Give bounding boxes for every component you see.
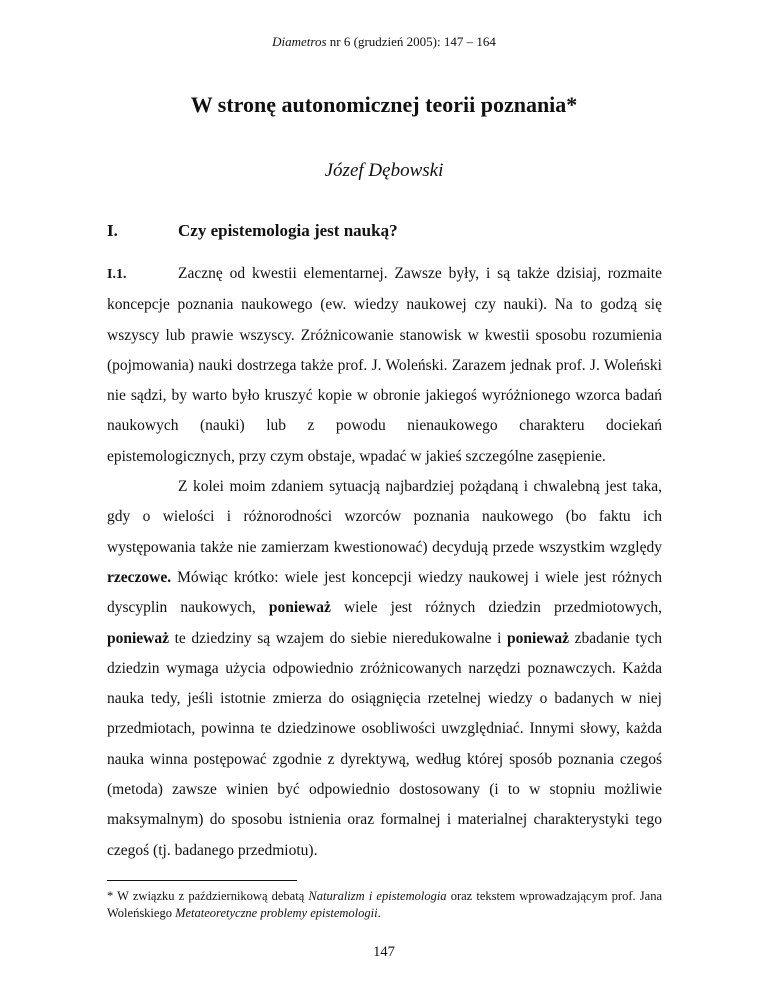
paragraph-2-text: Z kolei moim zdaniem sytuacją najbardziej pożądaną i chwalebną jest taka, gdy o wielości i różnorodności wzorców poznania naukowego (bo faktu ich występowania także nie zamierzam kwestionować) decydują przede wszystkim względy [107, 478, 662, 556]
footnote-divider [107, 880, 297, 881]
footnote-debate-title: Naturalizm i epistemologia [308, 889, 447, 903]
paragraph-2-text: zbadanie tych dziedzin wymaga użycia odpowiednio zróżnicowanych narzędzi poznawczych. Każda nauka tedy, jeśli istotnie zmierza do osiągnięcia rzetelnej wiedzy o badanych w niej przedmiotach, powinna te dziedzinowe osobliwości uwzględniać. Innymi słowy, każda nauka winna postępować zgodnie z dyrektywą, według której sposób poznania czegoś (metoda) zawsze winien być odpowiednio dostosowany (i to w stopniu możliwie maksymalnym) do sposobu istnienia oraz formalnej i materialnej charakterystyki tego czegoś (tj. badanego przedmiotu). [107, 629, 663, 859]
footnote-paper-title: Metateoretyczne problemy epistemologii [175, 906, 378, 920]
paragraph-1-text: Zacznę od kwestii elementarnej. Zawsze były, i są także dzisiaj, rozmaite koncepcje poznania naukowego (ew. wiedzy naukowej czy nauki). Na to godzą się wszyscy lub prawie wszyscy. Zróżnicowanie stanowisk w kwestii sposobu rozumienia (pojmowania) nauki dostrzega także prof. J. Woleński. Zarazem jednak prof. J. Woleński nie sądzi, by warto było kruszyć kopie w obronie jakiegoś wyróżnionego wzorca badań naukowych (nauki) lub z powodu nienaukowego charakteru dociekań epistemologicznych, przy czym obstaje, wpadać w jakieś szczególne zasępienie. [107, 265, 662, 465]
page-number: 147 [373, 944, 395, 960]
emphasis-poniewaz: ponieważ [507, 629, 570, 647]
author-name: Józef Dębowski [324, 160, 444, 181]
body-text [107, 259, 662, 866]
section-heading [107, 221, 398, 241]
paragraph-2-text: Mówiąc krótko: wiele jest koncepcji wiedzy naukowej i wiele jest różnych dyscyplin naukowych, [107, 568, 662, 617]
paragraph-2 [107, 472, 662, 866]
running-head [0, 34, 768, 50]
footnote [107, 888, 662, 922]
paragraph-1 [107, 259, 662, 472]
emphasis-poniewaz: ponieważ [107, 629, 169, 647]
section-title: Czy epistemologia jest nauką? [178, 221, 398, 240]
emphasis-poniewaz: ponieważ [268, 599, 331, 617]
journal-name: Diametros [272, 34, 327, 49]
footnote-text: . [377, 906, 381, 920]
paragraph-2-text: wiele jest różnych dziedzin przedmiotowych, [330, 599, 662, 617]
article-title: W stronę autonomicznej teorii poznania* [190, 92, 578, 117]
paragraph-2-text: te dziedziny są wzajem do siebie nieredukowalne i [169, 629, 508, 647]
section-number: I. [107, 221, 118, 240]
footnote-text: * W związku z październikową debatą [107, 889, 309, 903]
citation-details: nr 6 (grudzień 2005): 147 – 164 [326, 34, 496, 49]
footnote-text: oraz tekstem wprowadzającym prof. Jana Woleńskiego [107, 889, 662, 920]
paragraph-number: I.1. [107, 267, 127, 282]
emphasis-rzeczowe: rzeczowe. [107, 568, 172, 586]
